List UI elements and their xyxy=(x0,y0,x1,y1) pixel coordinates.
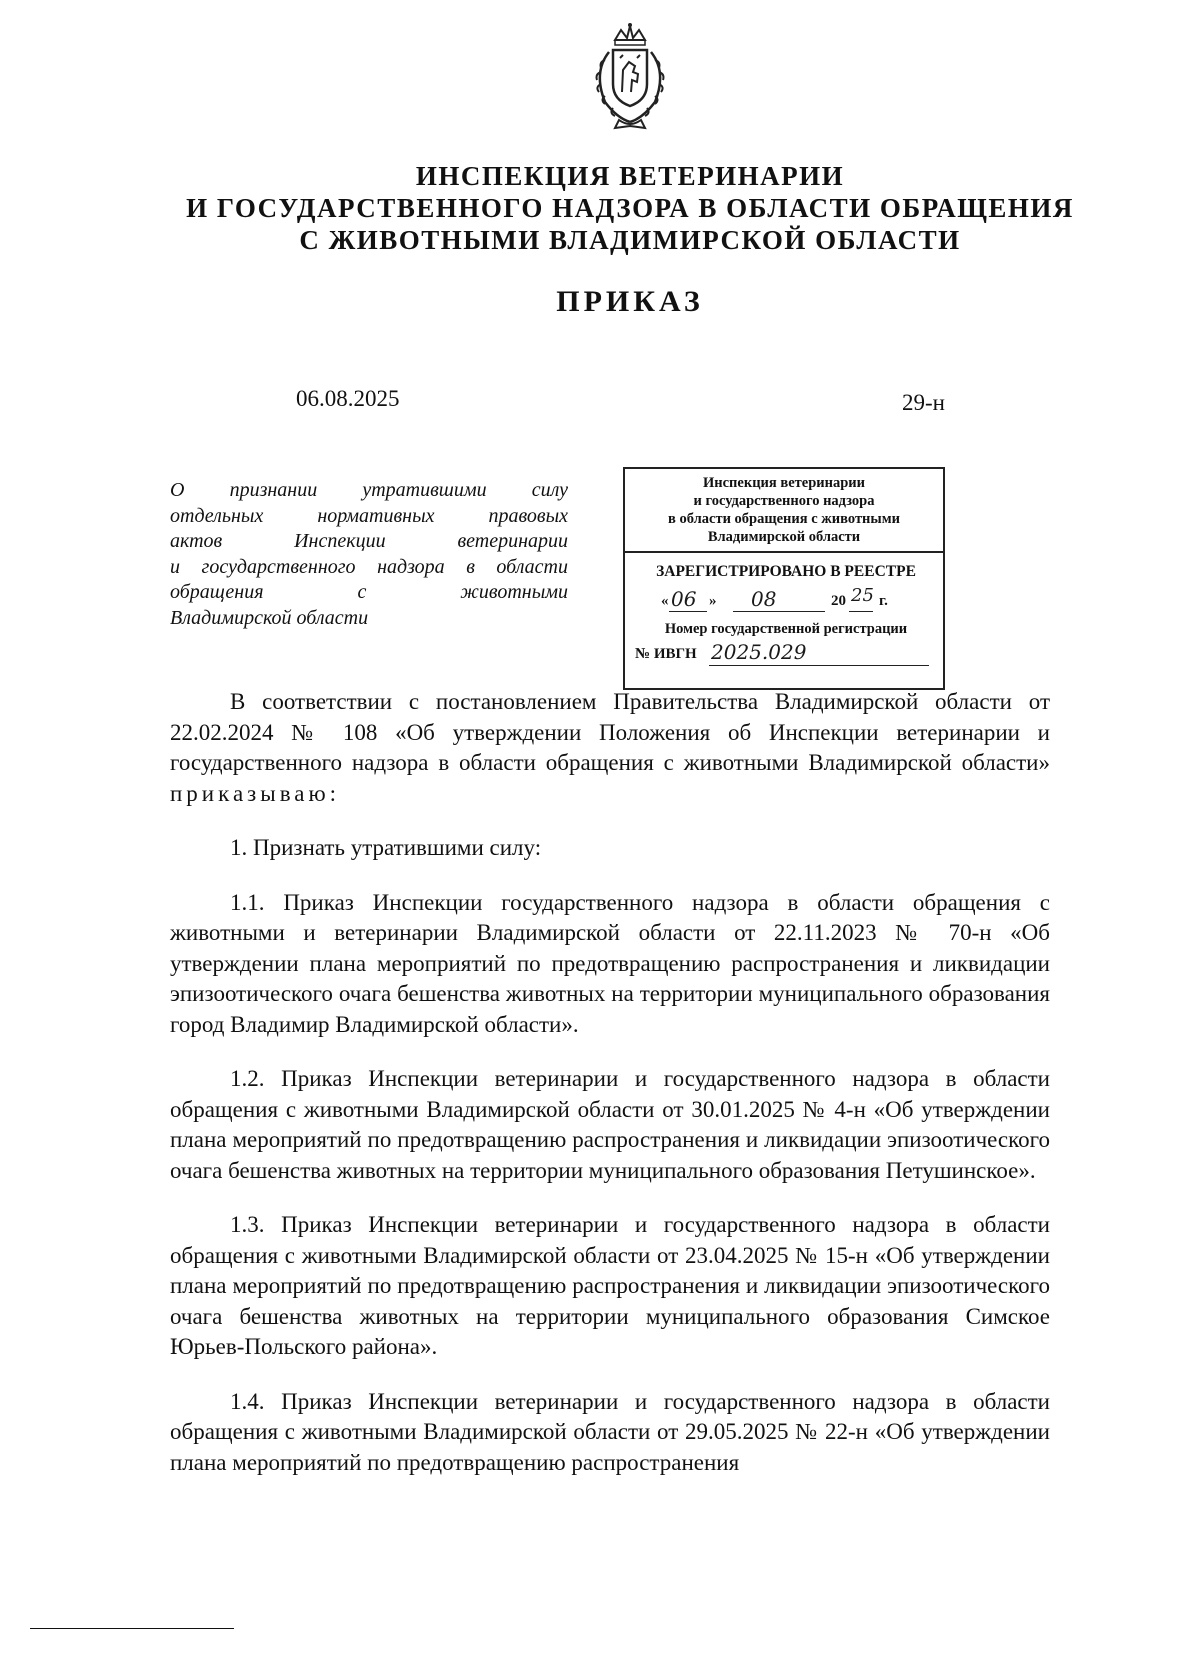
coat-of-arms-icon xyxy=(575,22,685,132)
stamp-org-line: Владимирской области xyxy=(707,529,861,545)
stamp-regno-handwritten: 2025.029 xyxy=(711,640,807,664)
stamp-regno-underline xyxy=(709,665,929,666)
organization-title xyxy=(150,160,1110,256)
stamp-regno xyxy=(635,642,937,666)
item-1-4: 1.4. Приказ Инспекции ветеринарии и государственного надзора в области обращения с животными Владимирской области от 29.05.2025 № 22-н «Об утверждении плана мероприятий по предотвращению распространения xyxy=(170,1388,1050,1475)
stamp-year-handwritten: 25 xyxy=(851,585,874,606)
stamp-date xyxy=(635,585,937,615)
stamp-org-line: Инспекция ветеринарии xyxy=(702,475,865,491)
stamp-registration xyxy=(625,553,943,666)
stamp-regno-label: Номер государственной регистрации xyxy=(664,621,908,637)
subject-line: обращения с животными xyxy=(170,581,568,604)
stamp-year-mark: г. xyxy=(879,593,888,609)
stamp-year-prefix: 20 xyxy=(831,593,846,609)
stamp-org-line: и государственного надзора xyxy=(693,493,875,509)
intro-paragraph xyxy=(170,687,1050,809)
organization-title-line-2: И ГОСУДАРСТВЕННОГО НАДЗОРА В ОБЛАСТИ ОБРАЩЕНИЯ xyxy=(186,193,1074,223)
registration-stamp xyxy=(623,467,945,690)
document-number: 29-н xyxy=(902,390,945,415)
footnote-separator xyxy=(30,1628,234,1629)
order-body xyxy=(170,687,1050,1478)
stamp-quote-close: » xyxy=(709,593,717,609)
subject-line: и государственного надзора в области xyxy=(170,555,568,578)
item-1-3: 1.3. Приказ Инспекции ветеринарии и государственного надзора в области обращения с животными Владимирской области от 23.04.2025 № 15-н «Об утверждении плана мероприятий по предотвращению распространения и ликвидации эпизоотического очага бешенства животных на территории муниципального образования Симское Юрьев-Польского района». xyxy=(170,1212,1050,1359)
stamp-month-handwritten: 08 xyxy=(751,587,777,611)
stamp-year-underline xyxy=(849,611,873,612)
subject-line: актов Инспекции ветеринарии xyxy=(170,530,568,553)
order-subject xyxy=(170,478,568,632)
stamp-quote-open: « xyxy=(661,593,669,609)
subject-line: Владимирской области xyxy=(170,606,369,629)
stamp-month-underline xyxy=(733,611,825,612)
order-word: приказываю: xyxy=(170,780,341,806)
intro-text: В соответствии с постановлением Правительства Владимирской области от 22.02.2024 № 108 «Об утверждении Положения об Инспекции ветеринарии и государственного надзора в области обращения с животными Владимирской области» xyxy=(170,689,1050,775)
subject-line: отдельных нормативных правовых xyxy=(170,504,568,527)
document-date: 06.08.2025 xyxy=(296,386,400,411)
organization-title-line-3: С ЖИВОТНЫМИ ВЛАДИМИРСКОЙ ОБЛАСТИ xyxy=(299,225,961,255)
subject-line: О признании утратившими силу xyxy=(170,479,568,501)
stamp-day-underline xyxy=(669,611,707,612)
item-1-2: 1.2. Приказ Инспекции ветеринарии и государственного надзора в области обращения с животными Владимирской области от 30.01.2025 № 4-н «Об утверждении плана мероприятий по предотвращению распространения и ликвидации эпизоотического очага бешенства животных на территории муниципального образования Петушинское». xyxy=(170,1066,1050,1183)
stamp-organization xyxy=(625,469,943,553)
document-type: ПРИКАЗ xyxy=(556,285,704,318)
stamp-regno-prefix: № ИВГН xyxy=(635,646,697,662)
stamp-day-handwritten: 06 xyxy=(671,587,697,611)
stamp-registered-label: ЗАРЕГИСТРИРОВАНО В РЕЕСТРЕ xyxy=(656,563,916,580)
item-1: 1. Признать утратившими силу: xyxy=(230,835,542,860)
organization-title-line-1: ИНСПЕКЦИЯ ВЕТЕРИНАРИИ xyxy=(415,161,845,191)
stamp-org-line: в области обращения с животными xyxy=(668,511,900,527)
item-1-1: 1.1. Приказ Инспекции государственного надзора в области обращения с животными и ветеринарии Владимирской области от 22.11.2023 № 70-н «Об утверждении плана мероприятий по предотвращению распространения и ликвидации эпизоотического очага бешенства животных на территории муниципального образования город Владимир Владимирской области». xyxy=(170,889,1050,1037)
